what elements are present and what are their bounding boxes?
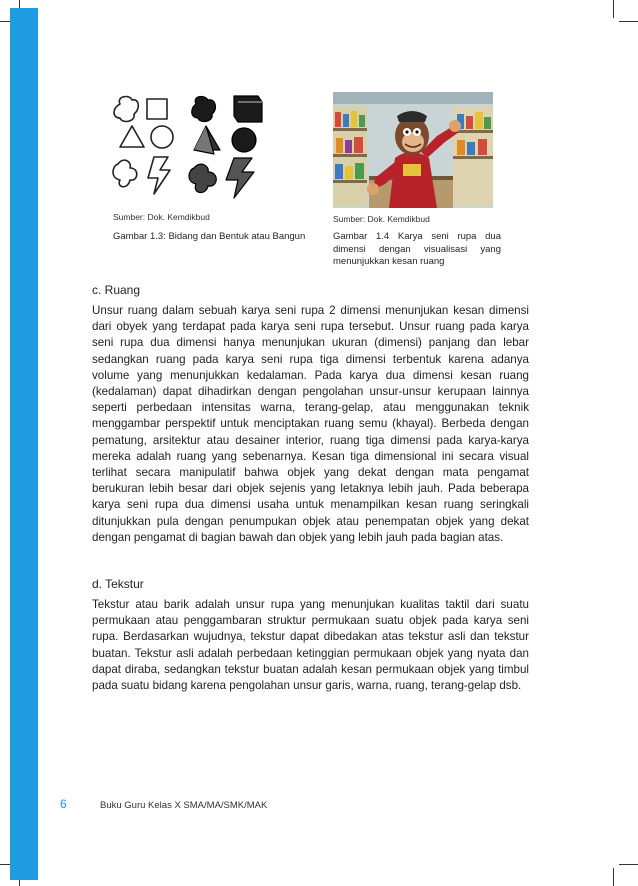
figure-shapes-drawing — [110, 92, 272, 202]
section-heading: d. Tekstur — [92, 577, 144, 591]
section-heading: c. Ruang — [92, 283, 141, 297]
crop-mark — [619, 21, 638, 22]
figure-source: Sumber: Dok. Kemdikbud — [113, 212, 210, 222]
figure-source: Sumber: Dok. Kemdikbud — [333, 214, 430, 224]
page-side-band — [10, 8, 38, 880]
crop-mark — [619, 864, 638, 865]
crop-mark — [613, 0, 614, 18]
section-paragraph: Tekstur atau barik adalah unsur rupa yang menunjukan kualitas taktil dari suatu permukaan atau penggambaran struktur permukaan suatu objek pada karya seni rupa. Berdasarkan wujudnya, tekstur dapat dibedakan atas tekstur asli dan tekstur buatan. Tekstur asli adalah perbedaan ketinggian permukaan objek yang nyata dan dapat diraba, sedangkan tekstur buatan adalah kesan permukaan objek yang timbul pada suatu bidang karena pengolahan unsur garis, warna, ruang, terang-gelap dsb. — [92, 598, 529, 693]
figure-caption: Gambar 1.3: Bidang dan Bentuk atau Bangun — [113, 231, 306, 242]
book-title: Buku Guru Kelas X SMA/MA/SMK/MAK — [100, 800, 268, 811]
figure-caption: Gambar 1.4 Karya seni rupa dua dimensi dengan visualisasi yang menunjukkan kesan ruang — [333, 231, 501, 267]
crop-mark — [613, 868, 614, 886]
section-paragraph: Unsur ruang dalam sebuah karya seni rupa 2 dimensi menunjukan kesan dimensi dari obyek yang terdapat pada karya seni rupa tersebut. Unsur ruang pada karya seni rupa dua dimensi hanya menunjukan ukuran (dimensi) panjang dan lebar sedangkan ruang pada karya seni rupa tiga dimensi terbentuk karena adanya volume yang menunjukkan kedalaman. Pada karya dua dimensi kesan ruang (kedalaman) dapat dihadirkan dengan pengolahan unsur-unsur kerupaan lainnya seperti perbedaan intensitas warna, terang-gelap, atau menggunakan teknik menggambar perspektif untuk menciptakan ruang semu (khayal). Berbeda dengan pematung, arsitektur atau desainer interior, ruang tiga dimensi pada karya-karya mereka adalah ruang yang sebenarnya. Kesan tiga dimensional ini secara visual terlihat secara manipulatif bahwa objek yang dekat dengan mata pengamat berukuran lebih besar dari objek sejenis yang letaknya lebih jauh. Pada beberapa karya seni rupa dua dimensi usaha untuk menampilkan kesan ruang seringkali ditunjukkan pula dengan penumpukan objek atau penempatan objek yang dekat dengan pengamat di bagian bawah dan objek yang lebih jauh pada bagian atas. — [92, 304, 529, 544]
figure-shop-illustration — [333, 92, 493, 208]
page-number: 6 — [60, 797, 67, 811]
